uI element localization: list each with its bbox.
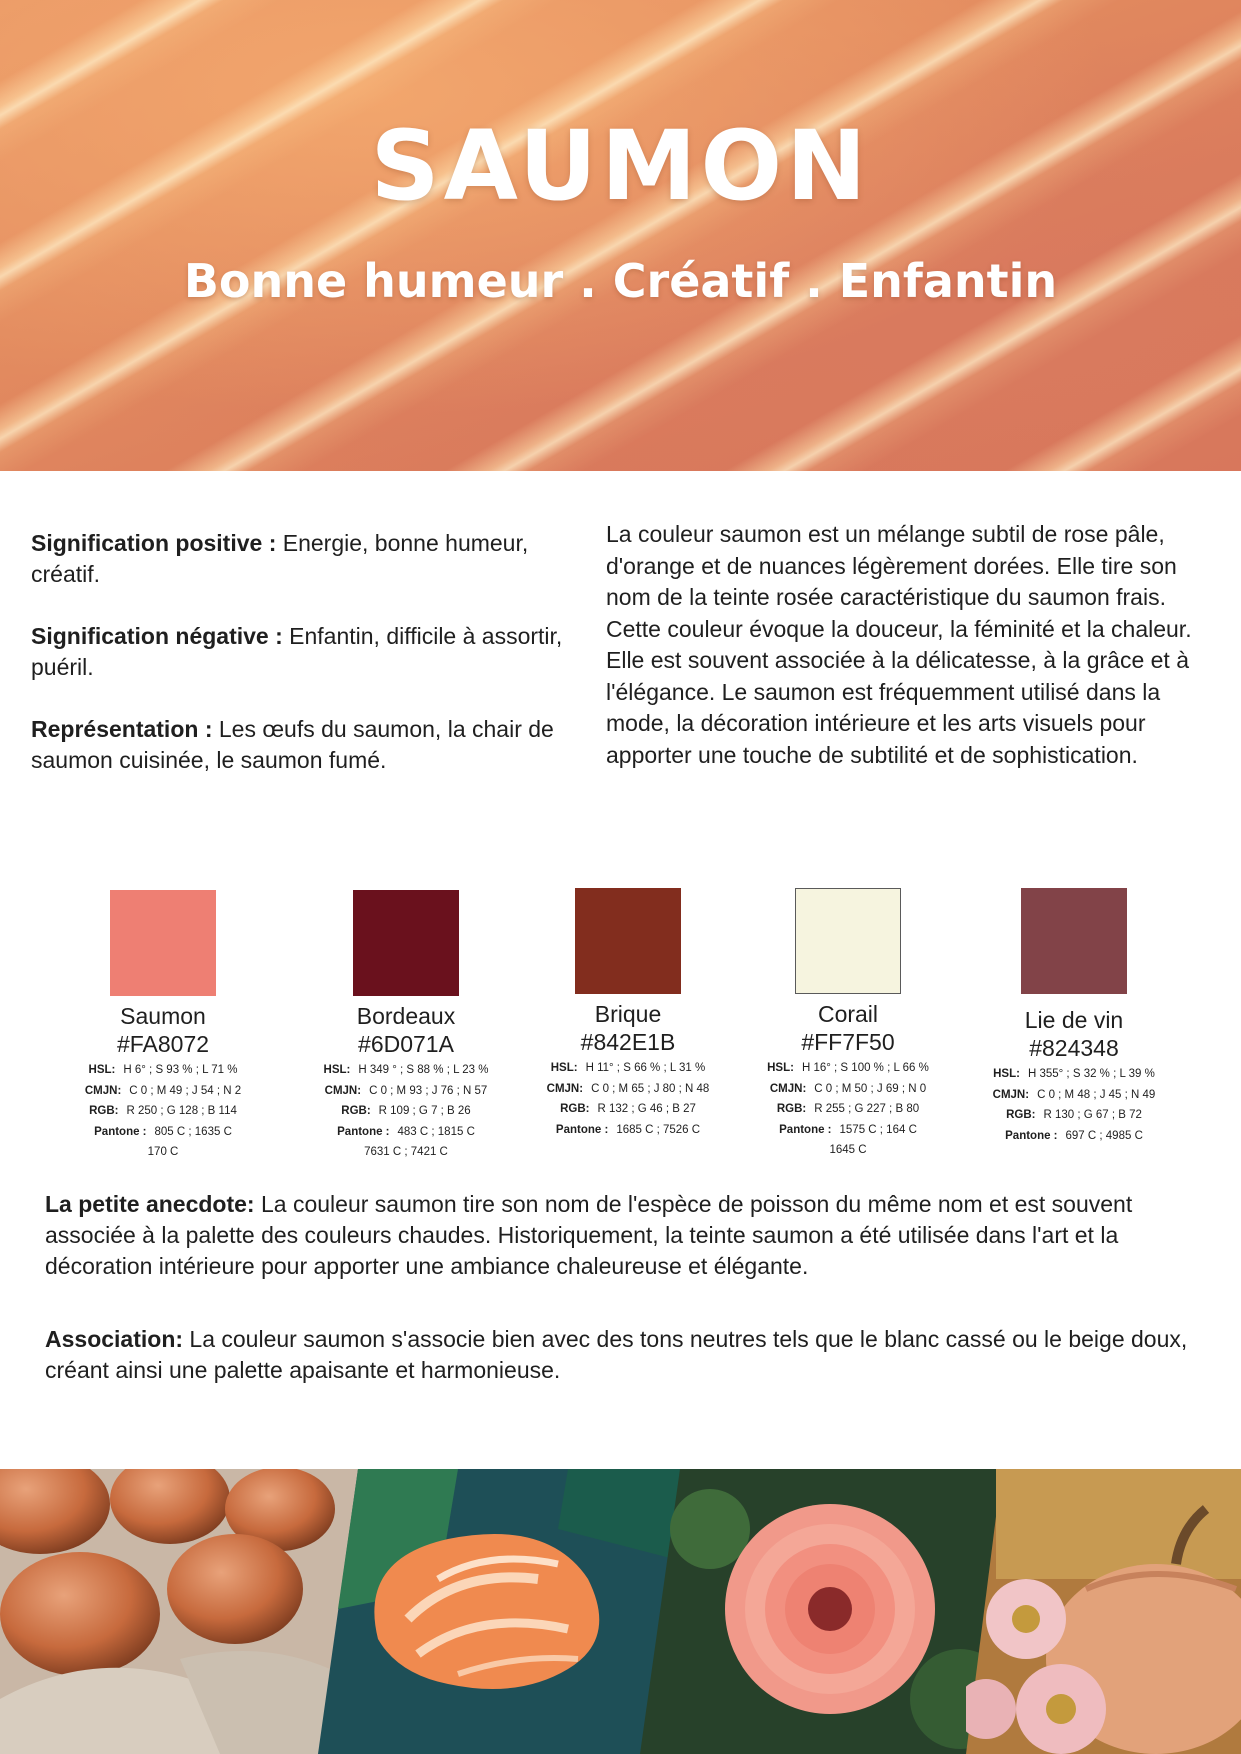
page-subtitle: Bonne humeur . Créatif . Enfantin bbox=[183, 254, 1058, 308]
pantone-value: 805 C ; 1635 C 170 C bbox=[147, 1125, 232, 1158]
page-title: SAUMON bbox=[370, 110, 871, 222]
swatch-corail bbox=[748, 888, 948, 1161]
eggs-photo-icon bbox=[0, 1469, 360, 1754]
hsl-label: HSL: bbox=[993, 1068, 1020, 1080]
rgb-value: R 255 ; G 227 ; B 80 bbox=[814, 1103, 920, 1115]
swatch-name: Brique bbox=[594, 1001, 662, 1027]
pantone-value: 1685 C ; 7526 C bbox=[616, 1123, 701, 1136]
swatch-hex: #842E1B bbox=[580, 1029, 676, 1055]
hsl-label: HSL: bbox=[767, 1062, 794, 1074]
hsl-label: HSL: bbox=[323, 1064, 351, 1076]
color-chip bbox=[795, 888, 901, 994]
hsl-value: H 355° ; S 32 % ; L 39 % bbox=[1027, 1068, 1155, 1080]
swatch-specs bbox=[306, 1060, 506, 1163]
swatch-hex: #FF7F50 bbox=[801, 1029, 895, 1055]
swatch-hex: #824348 bbox=[1029, 1035, 1119, 1061]
positive-meaning-label: Signification positive : bbox=[31, 530, 277, 556]
hsl-value: H 349 ° ; S 88 % ; L 23 % bbox=[358, 1064, 489, 1076]
rgb-label: RGB: bbox=[341, 1105, 371, 1117]
pantone-value: 483 C ; 1815 C 7631 C ; 7421 C bbox=[364, 1125, 475, 1158]
color-chip bbox=[110, 890, 216, 996]
hsl-value: H 11° ; S 66 % ; L 31 % bbox=[585, 1062, 706, 1074]
representation-text: Les œufs du saumon, la chair de saumon cuisinée, le saumon fumé. bbox=[31, 716, 554, 773]
rgb-label: RGB: bbox=[776, 1103, 807, 1115]
cmjn-label: CMJN: bbox=[84, 1084, 122, 1097]
negative-meaning-label: Signification négative : bbox=[31, 623, 283, 649]
cmjn-value: C 0 ; M 49 ; J 54 ; N 2 bbox=[129, 1084, 242, 1097]
pantone-value: 697 C ; 4985 C bbox=[1065, 1129, 1143, 1142]
rgb-value: R 130 ; G 67 ; B 72 bbox=[1043, 1109, 1142, 1121]
hsl-value: H 6° ; S 93 % ; L 71 % bbox=[123, 1064, 238, 1076]
cmjn-value: C 0 ; M 65 ; J 80 ; N 48 bbox=[591, 1082, 710, 1095]
color-chip bbox=[1021, 888, 1127, 994]
hsl-label: HSL: bbox=[550, 1062, 578, 1074]
color-chip bbox=[353, 890, 459, 996]
association-text: La couleur saumon s'associe bien avec des tons neutres tels que le blanc cassé ou le beige doux, créant ainsi une palette apaisante et harmonieuse. bbox=[45, 1326, 1188, 1383]
association-paragraph bbox=[45, 1324, 1210, 1386]
hero-banner bbox=[0, 0, 1241, 471]
hsl-value: H 16° ; S 100 % ; L 66 % bbox=[801, 1062, 929, 1074]
representation bbox=[31, 714, 571, 776]
positive-meaning-text: Energie, bonne humeur, créatif. bbox=[31, 530, 529, 587]
rgb-label: RGB: bbox=[1006, 1109, 1036, 1121]
cmjn-value: C 0 ; M 48 ; J 45 ; N 49 bbox=[1037, 1088, 1156, 1101]
swatch-name: Saumon bbox=[120, 1003, 206, 1029]
swatch-name: Lie de vin bbox=[1024, 1007, 1124, 1033]
pantone-label: Pantone : bbox=[337, 1125, 390, 1138]
anecdote-paragraph bbox=[45, 1189, 1210, 1282]
salmon-sushi-photo-icon bbox=[318, 1469, 690, 1754]
swatch-saumon bbox=[63, 890, 263, 1163]
meanings-section bbox=[31, 528, 571, 807]
color-chip bbox=[575, 888, 681, 994]
rgb-label: RGB: bbox=[560, 1103, 590, 1115]
rgb-value: R 109 ; G 7 ; B 26 bbox=[378, 1105, 471, 1117]
swatch-hex: #6D071A bbox=[358, 1031, 454, 1057]
swatch-brique bbox=[528, 888, 728, 1140]
association-label: Association: bbox=[45, 1326, 184, 1352]
swatch-specs bbox=[974, 1064, 1174, 1146]
anecdote-label: La petite anecdote: bbox=[45, 1191, 255, 1217]
hsl-label: HSL: bbox=[88, 1064, 116, 1076]
anecdote-text: La couleur saumon tire son nom de l'espèce de poisson du même nom et est souvent associée à la palette des couleurs chaudes. Historiquement, la teinte saumon a été utilisée dans l'art et la décoration intérieure pour apporter une ambiance chaleureuse et élégante. bbox=[45, 1191, 1133, 1279]
negative-meaning-text: Enfantin, difficile à assortir, puéril. bbox=[31, 623, 563, 680]
cmjn-value: C 0 ; M 93 ; J 76 ; N 57 bbox=[369, 1084, 488, 1097]
swatch-name: Bordeaux bbox=[356, 1003, 456, 1029]
rgb-value: R 250 ; G 128 ; B 114 bbox=[126, 1105, 237, 1117]
representation-label: Représentation : bbox=[31, 716, 213, 742]
swatch-specs bbox=[63, 1060, 263, 1163]
pantone-value: 1575 C ; 164 C 1645 C bbox=[829, 1123, 917, 1156]
pantone-label: Pantone : bbox=[555, 1123, 609, 1136]
cmjn-label: CMJN: bbox=[324, 1084, 362, 1097]
swatch-specs bbox=[748, 1058, 948, 1161]
pantone-label: Pantone : bbox=[779, 1123, 832, 1136]
rgb-label: RGB: bbox=[89, 1105, 119, 1117]
cmjn-label: CMJN: bbox=[769, 1082, 807, 1095]
cmjn-label: CMJN: bbox=[546, 1082, 584, 1095]
pantone-label: Pantone : bbox=[94, 1125, 147, 1138]
color-description: La couleur saumon est un mélange subtil de rose pâle, d'orange et de nuances légèrement dorées. Elle tire son nom de la teinte rosée caractéristique du saumon frais. Cette couleur évoque la douceur, la féminité et la chaleur. Elle est souvent associée à la délicatesse, à la grâce et à l'élégance. Le saumon est fréquemment utilisé dans la mode, la décoration intérieure et les arts visuels pour apporter une touche de subtilité et de sophistication. bbox=[606, 521, 1192, 768]
swatch-name: Corail bbox=[817, 1001, 879, 1027]
swatch-lie-de-vin bbox=[974, 888, 1174, 1146]
pumpkin-flowers-photo-icon bbox=[966, 1469, 1241, 1754]
rgb-value: R 132 ; G 46 ; B 27 bbox=[597, 1103, 696, 1115]
cmjn-label: CMJN: bbox=[992, 1088, 1030, 1101]
cmjn-value: C 0 ; M 50 ; J 69 ; N 0 bbox=[814, 1082, 927, 1095]
swatch-specs bbox=[528, 1058, 728, 1140]
pantone-label: Pantone : bbox=[1005, 1129, 1058, 1142]
photo-strip bbox=[0, 1469, 1241, 1754]
positive-meaning bbox=[31, 528, 571, 590]
dahlia-flower-photo-icon bbox=[640, 1469, 1014, 1754]
swatch-bordeaux bbox=[306, 890, 506, 1163]
negative-meaning bbox=[31, 621, 571, 683]
swatch-hex: #FA8072 bbox=[116, 1031, 210, 1057]
